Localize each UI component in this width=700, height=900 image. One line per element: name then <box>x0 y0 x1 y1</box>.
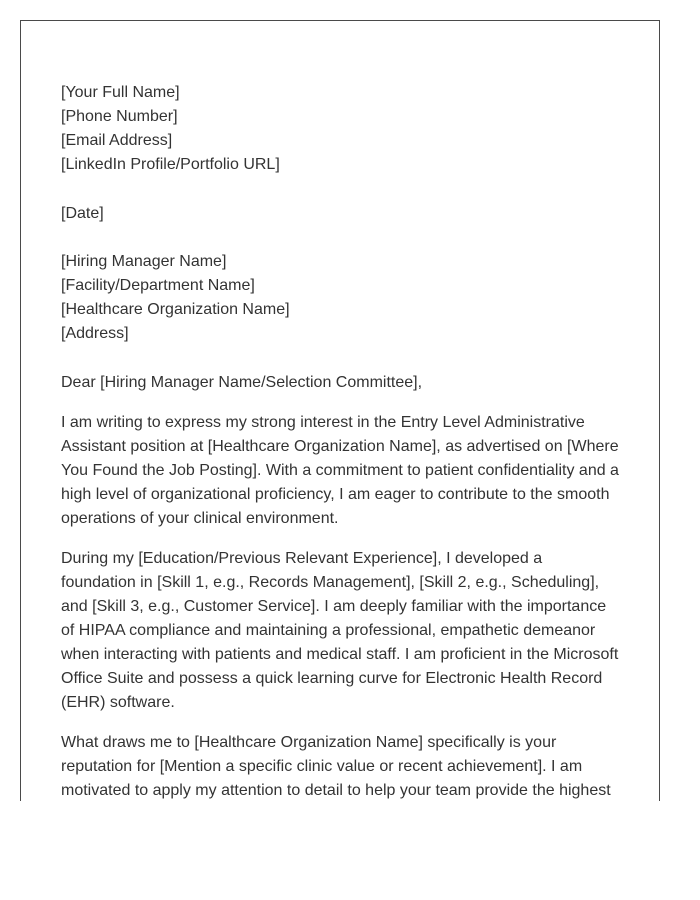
sender-linkedin: [LinkedIn Profile/Portfolio URL] <box>61 156 280 173</box>
sender-block <box>61 81 631 177</box>
recipient-name: [Hiring Manager Name] <box>61 253 227 270</box>
letter-content <box>61 81 631 801</box>
recipient-address: [Address] <box>61 325 129 342</box>
salutation <box>61 371 631 395</box>
paragraph-line: What draws me to [Healthcare Organization Name] specifically is your <box>61 734 557 751</box>
paragraph-line: motivated to apply my attention to detail to help your team provide the highest <box>61 782 611 799</box>
sender-name: [Your Full Name] <box>61 84 180 101</box>
paragraph-line: (EHR) software. <box>61 694 175 711</box>
paragraph-line: During my [Education/Previous Relevant Experience], I developed a <box>61 550 543 567</box>
paragraph-line: foundation in [Skill 1, e.g., Records Management], [Skill 2, e.g., Scheduling], <box>61 574 600 591</box>
sender-email: [Email Address] <box>61 132 173 149</box>
date-block <box>61 202 631 226</box>
paragraph-intro <box>61 411 631 531</box>
letter-date: [Date] <box>61 205 104 222</box>
recipient-organization: [Healthcare Organization Name] <box>61 301 290 318</box>
paragraph-line: Assistant position at [Healthcare Organization Name], as advertised on [Where <box>61 438 619 455</box>
paragraph-line: of HIPAA compliance and maintaining a professional, empathetic demeanor <box>61 622 596 639</box>
paragraph-line: when interacting with patients and medical staff. I am proficient in the Microsoft <box>61 646 619 663</box>
paragraph-line: reputation for [Mention a specific clinic value or recent achievement]. I am <box>61 758 583 775</box>
paragraph-experience <box>61 547 631 715</box>
paragraph-motivation <box>61 731 631 801</box>
sender-phone: [Phone Number] <box>61 108 178 125</box>
paragraph-line: I am writing to express my strong interest in the Entry Level Administrative <box>61 414 585 431</box>
recipient-department: [Facility/Department Name] <box>61 277 255 294</box>
paragraph-line: Office Suite and possess a quick learning curve for Electronic Health Record <box>61 670 603 687</box>
salutation-text: Dear [Hiring Manager Name/Selection Committee], <box>61 374 423 391</box>
recipient-block <box>61 250 631 346</box>
letter-page <box>20 20 660 801</box>
paragraph-line: high level of organizational proficiency, I am eager to contribute to the smooth <box>61 486 610 503</box>
paragraph-line: and [Skill 3, e.g., Customer Service]. I am deeply familiar with the importance <box>61 598 607 615</box>
paragraph-line: You Found the Job Posting]. With a commitment to patient confidentiality and a <box>61 462 619 479</box>
paragraph-line: operations of your clinical environment. <box>61 510 339 527</box>
